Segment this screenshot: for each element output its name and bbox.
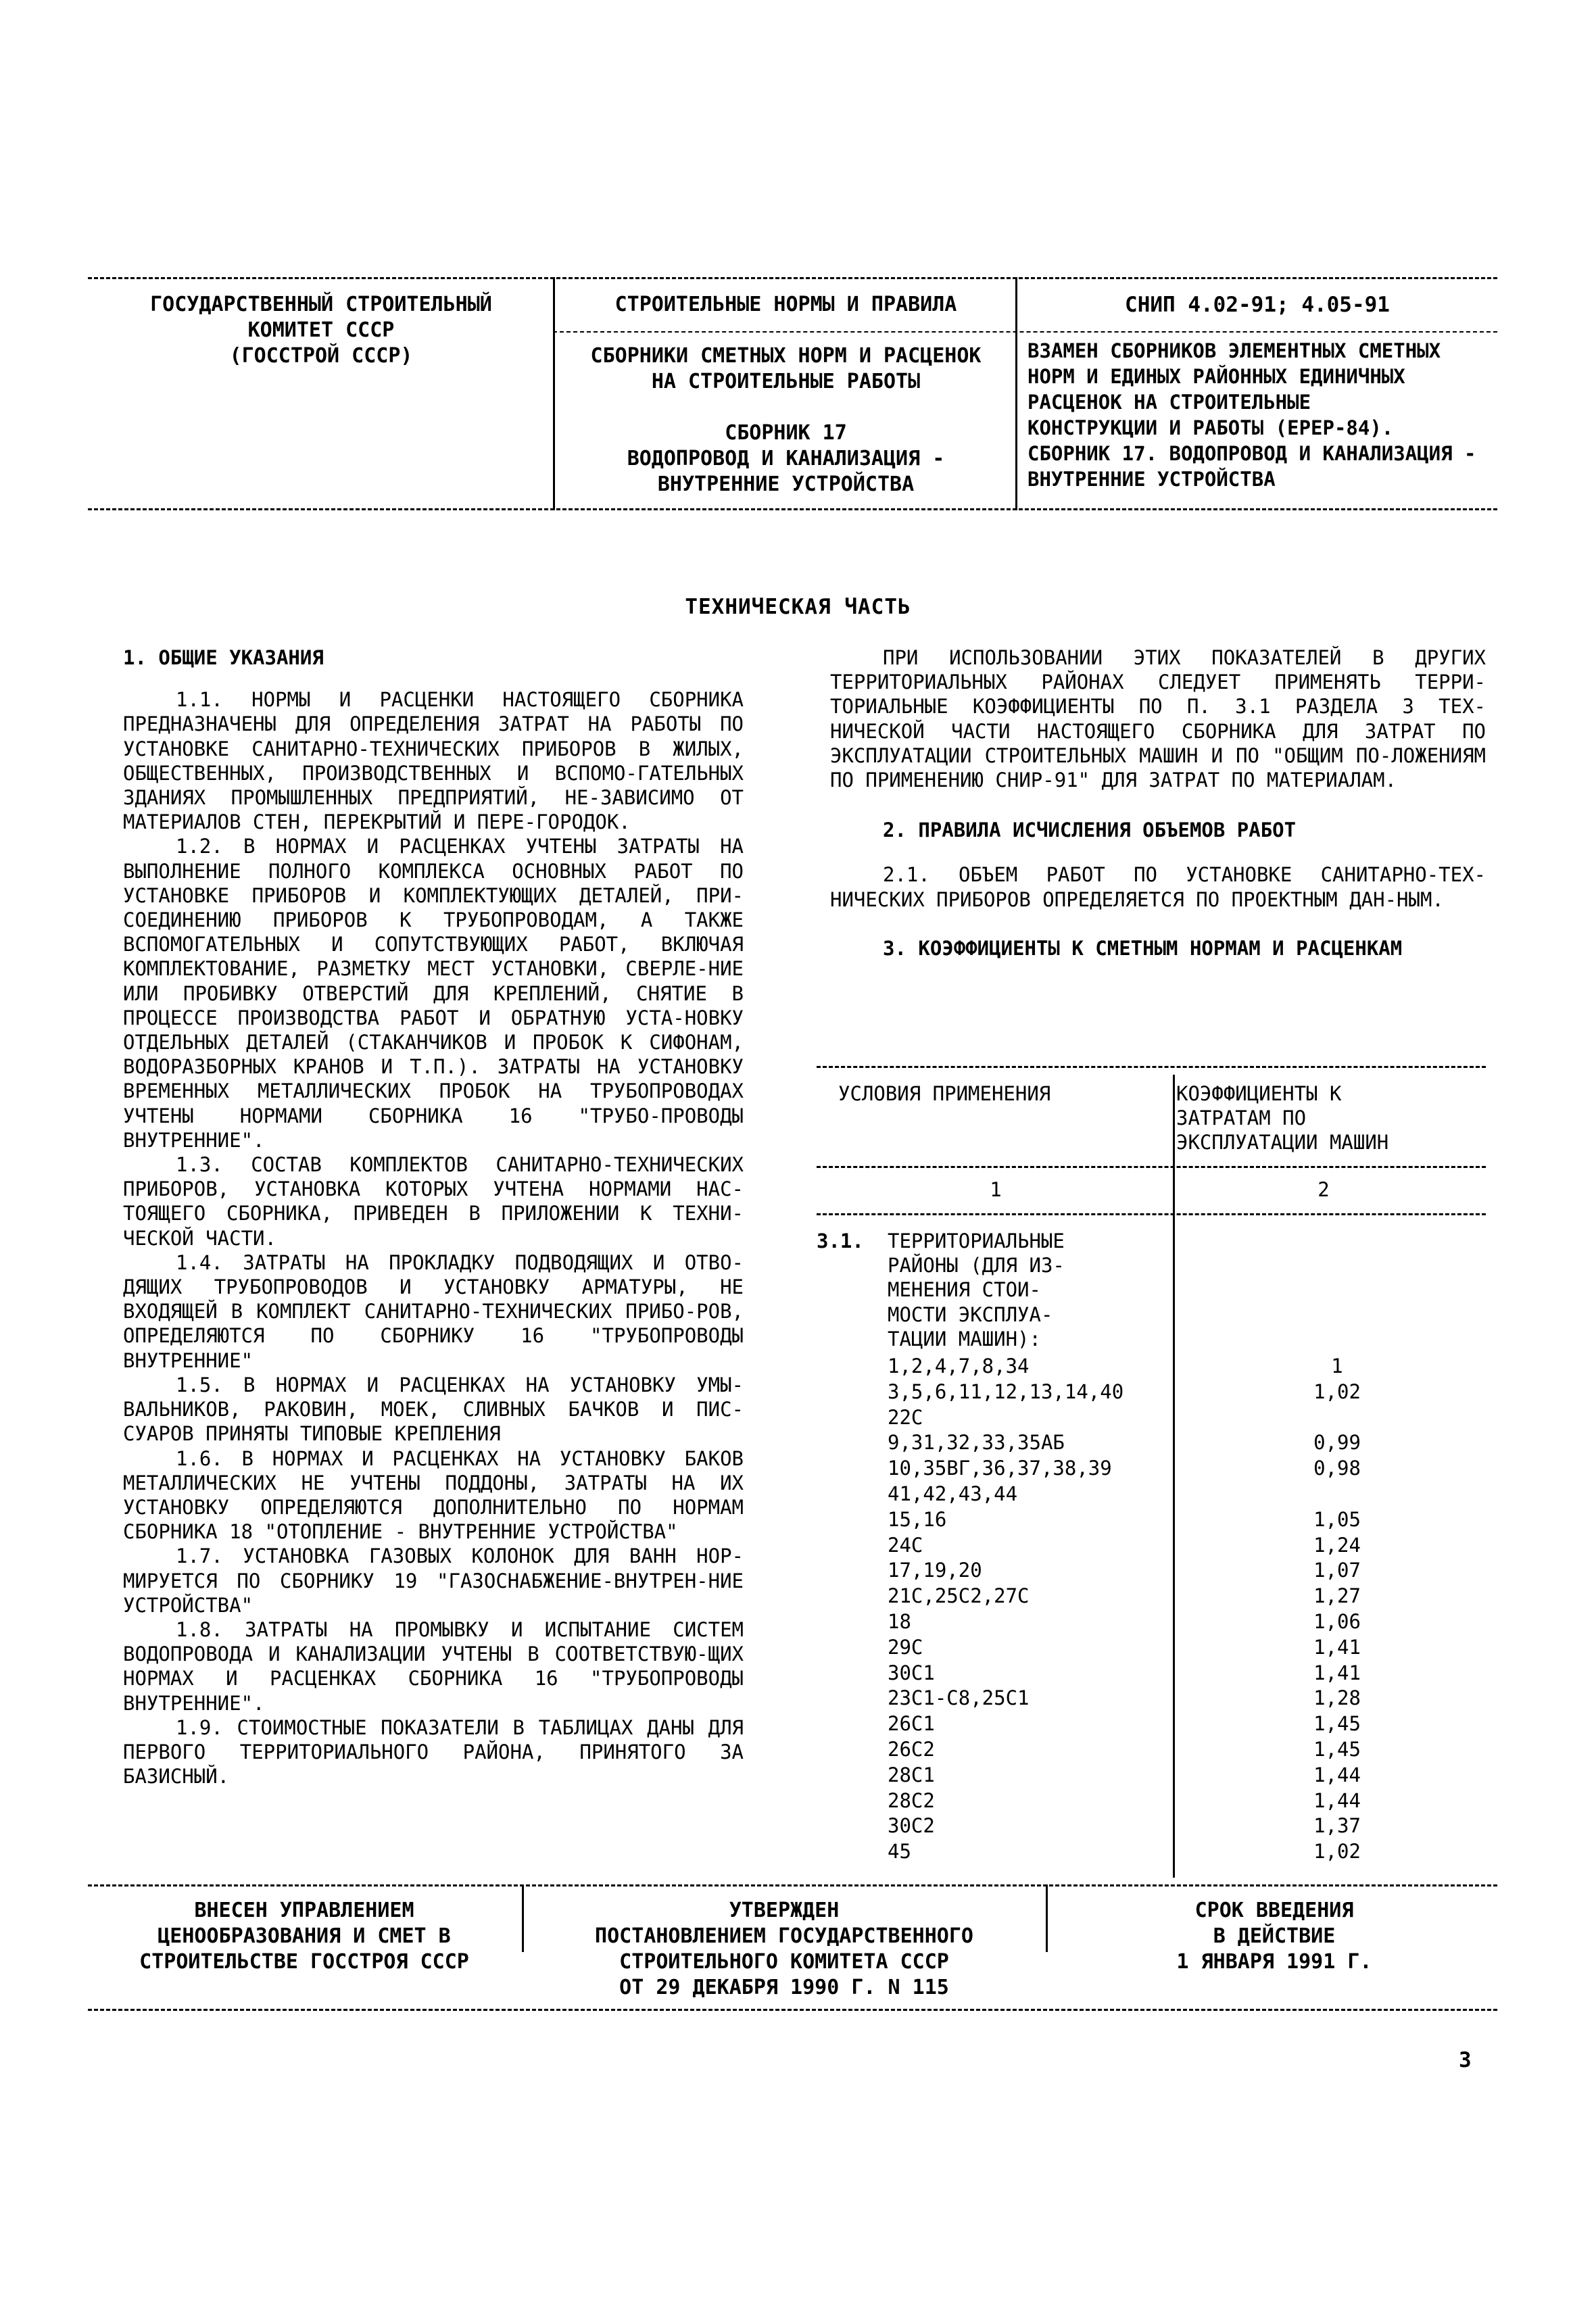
table-row [817,1354,1486,1378]
footer-left: ВНЕСЕН УПРАВЛЕНИЕМ ЦЕНООБРАЗОВАНИЯ И СМЕТ В СТРОИТЕЛЬСТВЕ ГОССТРОЯ СССР [139,1899,469,1974]
table-row [817,1430,1486,1455]
paragraph-intro: ПРИ ИСПОЛЬЗОВАНИИ ЭТИХ ПОКАЗАТЕЛЕЙ В ДРУГИХ ТЕРРИТОРИАЛЬНЫХ РАЙОНАХ СЛЕДУЕТ ПРИМЕНЯТЬ ТЕРРИ-ТОРИАЛЬНЫЕ КОЭФФИЦИЕНТЫ ПО П. 3.1 РАЗДЕЛА 3 ТЕХ-НИЧЕСКОЙ ЧАСТИ НАСТОЯЩЕГО СБОРНИКА ДЛЯ ЗАТРАТ ПО ЭКСПЛУАТАЦИИ СТРОИТЕЛЬНЫХ МАШИН И ПО "ОБЩИМ ПО-ЛОЖЕНИЯМ ПО ПРИМЕНЕНИЮ СНИР-91" ДЛЯ ЗАТРАТ ПО МАТЕРИАЛАМ. [830,646,1486,792]
table-cell-condition: 28С2 [888,1788,935,1812]
table-cell-condition: 10,35ВГ,36,37,38,39 [888,1457,1112,1480]
paragraph-1-6: 1.6. В НОРМАХ И РАСЦЕНКАХ НА УСТАНОВКУ БАКОВ МЕТАЛЛИЧЕСКИХ НЕ УЧТЕНЫ ПОДДОНЫ, ЗАТРАТЫ НА ИХ УСТАНОВКУ ОПРЕДЕЛЯЮТСЯ ДОПОЛНИТЕЛЬНО ПО НОРМАМ СБОРНИКА 18 "ОТОПЛЕНИЕ - ВНУТРЕННИЕ УСТРОЙСТВА" [123,1446,744,1544]
table-section-text: ТЕРРИТОРИАЛЬНЫЕ РАЙОНЫ (ДЛЯ ИЗ- МЕНЕНИЯ СТОИ- МОСТИ ЭКСПЛУА- ТАЦИИ МАШИН): [888,1229,1065,1350]
table-cell-coefficient: 1,41 [1313,1661,1361,1684]
paragraph-1-8: 1.8. ЗАТРАТЫ НА ПРОМЫВКУ И ИСПЫТАНИЕ СИСТЕМ ВОДОПРОВОДА И КАНАЛИЗАЦИИ УЧТЕНЫ В СООТВЕТСТВУЮ-ЩИХ НОРМАХ И РАСЦЕНКАХ СБОРНИКА 16 "ТРУБОПРОВОДЫ ВНУТРЕННИЕ". [123,1617,744,1715]
left-column [123,645,744,1788]
paragraph-1-9: 1.9. СТОИМОСТНЫЕ ПОКАЗАТЕЛИ В ТАБЛИЦАХ ДАНЫ ДЛЯ ПЕРВОГО ТЕРРИТОРИАЛЬНОГО РАЙОНА, ПРИНЯТОГО ЗА БАЗИСНЫЙ. [123,1715,744,1788]
table-cell-coefficient: 1,44 [1313,1763,1361,1786]
table-col2-header: КОЭФФИЦИЕНТЫ К ЗАТРАТАМ ПО ЭКСПЛУАТАЦИИ МАШИН [1176,1082,1389,1154]
header-middle-bottom: СБОРНИКИ СМЕТНЫХ НОРМ И РАСЦЕНОК НА СТРОИТЕЛЬНЫЕ РАБОТЫ СБОРНИК 17 ВОДОПРОВОД И КАНАЛИЗАЦИЯ - ВНУТРЕННИЕ УСТРОЙСТВА [590,344,982,496]
footer-right: СРОК ВВЕДЕНИЯ В ДЕЙСТВИЕ 1 ЯНВАРЯ 1991 Г. [1176,1899,1372,1974]
table-col2-number: 2 [1317,1178,1330,1201]
section-1-heading: 1. ОБЩИЕ УКАЗАНИЯ [123,646,324,669]
table-cell-condition: 3,5,6,11,12,13,14,40 [888,1380,1124,1403]
footer-divider-1 [522,1884,524,1952]
table-row [817,1788,1486,1813]
table-cell-coefficient: 1,02 [1313,1380,1361,1403]
table-cell-coefficient: 1,28 [1313,1686,1361,1710]
page-number: 3 [1459,2048,1472,2072]
table-row [817,1533,1486,1557]
table-cell-condition: 24С [888,1533,923,1557]
header-divider-2 [1015,277,1017,510]
table-row [817,1737,1486,1761]
table-cell-condition: 45 [888,1840,911,1863]
section-2-heading: 2. ПРАВИЛА ИСЧИСЛЕНИЯ ОБЪЕМОВ РАБОТ [883,819,1297,842]
section-3-heading: 3. КОЭФФИЦИЕНТЫ К СМЕТНЫМ НОРМАМ И РАСЦЕНКАМ [883,936,1403,960]
table-cell-coefficient: 1,02 [1313,1840,1361,1863]
table-cell-condition: 26С1 [888,1712,935,1736]
table-cell-condition: 21С,25С2,27С [888,1584,1030,1608]
table-cell-coefficient: 1,45 [1313,1738,1361,1761]
paragraph-1-5: 1.5. В НОРМАХ И РАСЦЕНКАХ НА УСТАНОВКУ УМЫ-ВАЛЬНИКОВ, РАКОВИН, МОЕК, СЛИВНЫХ БАЧКОВ И ПИС-СУАРОВ ПРИНЯТЫ ТИПОВЫЕ КРЕПЛЕНИЯ [123,1373,744,1446]
table-row [817,1482,1486,1506]
paragraph-1-1: 1.1. НОРМЫ И РАСЦЕНКИ НАСТОЯЩЕГО СБОРНИКА ПРЕДНАЗНАЧЕНЫ ДЛЯ ОПРЕДЕЛЕНИЯ ЗАТРАТ НА РАБОТЫ ПО УСТАНОВКЕ САНИТАРНО-ТЕХНИЧЕСКИХ ПРИБОРОВ В ЖИЛЫХ, ОБЩЕСТВЕННЫХ, ПРОИЗВОДСТВЕННЫХ И ВСПОМО-ГАТЕЛЬНЫХ ЗДАНИЯХ ПРОМЫШЛЕННЫХ ПРЕДПРИЯТИЙ, НЕ-ЗАВИСИМО ОТ МАТЕРИАЛОВ СТЕН, ПЕРЕКРЫТИЙ И ПЕРЕ-ГОРОДОК. [123,688,744,834]
table-cell-coefficient: 1,06 [1313,1610,1361,1633]
table-cell-condition: 30С2 [888,1814,935,1838]
paragraph-1-3: 1.3. СОСТАВ КОМПЛЕКТОВ САНИТАРНО-ТЕХНИЧЕСКИХ ПРИБОРОВ, УСТАНОВКА КОТОРЫХ УЧТЕНА НОРМАМИ НАС-ТОЯЩЕГО СБОРНИКА, ПРИВЕДЕН В ПРИЛОЖЕНИИ К ТЕХНИ-ЧЕСКОЙ ЧАСТИ. [123,1153,744,1250]
table-row [817,1584,1486,1608]
table-row [817,1763,1486,1787]
table-header-rule [817,1166,1486,1168]
header-bottom-rule [88,508,1497,510]
table-number-rule [817,1213,1486,1215]
table-cell-coefficient: 1,07 [1313,1559,1361,1582]
table-row [817,1405,1486,1430]
table-cell-coefficient: 1,27 [1313,1584,1361,1608]
header-right-bottom: ВЗАМЕН СБОРНИКОВ ЭЛЕМЕНТНЫХ СМЕТНЫХ НОРМ И ЕДИНЫХ РАЙОННЫХ ЕДИНИЧНЫХ РАСЦЕНОК НА СТРОИТЕЛЬНЫЕ КОНСТРУКЦИИ И РАБОТЫ (ЕРЕР-84). СБОРНИК 17. ВОДОПРОВОД И КАНАЛИЗАЦИЯ - ВНУТРЕННИЕ УСТРОЙСТВА [1027,339,1476,491]
table-cell-condition: 22С [888,1405,923,1429]
table-cell-coefficient: 1,41 [1313,1635,1361,1659]
table-col1-header: УСЛОВИЯ ПРИМЕНЕНИЯ [838,1082,1051,1105]
footer-middle: УТВЕРЖДЕН ПОСТАНОВЛЕНИЕМ ГОСУДАРСТВЕННОГО СТРОИТЕЛЬНОГО КОМИТЕТА СССР ОТ 29 ДЕКАБРЯ 1990 Г. N 115 [595,1899,973,1999]
table-cell-coefficient: 1,05 [1313,1507,1361,1531]
paragraph-1-7: 1.7. УСТАНОВКА ГАЗОВЫХ КОЛОНОК ДЛЯ ВАНН НОР-МИРУЕТСЯ ПО СБОРНИКУ 19 "ГАЗОСНАБЖЕНИЕ-ВНУТРЕН-НИЕ УСТРОЙСТВА" [123,1544,744,1617]
table-cell-condition: 41,42,43,44 [888,1482,1018,1505]
table-row [817,1813,1486,1838]
table-row [817,1609,1486,1634]
table-row [817,1380,1486,1404]
table-cell-condition: 26С2 [888,1738,935,1761]
paragraph-1-4: 1.4. ЗАТРАТЫ НА ПРОКЛАДКУ ПОДВОДЯЩИХ И ОТВО-ДЯЩИХ ТРУБОПРОВОДОВ И УСТАНОВКУ АРМАТУРЫ, НЕ ВХОДЯЩЕЙ В КОМПЛЕКТ САНИТАРНО-ТЕХНИЧЕСКИХ ПРИБО-РОВ, ОПРЕДЕЛЯЮТСЯ ПО СБОРНИКУ 16 "ТРУБОПРОВОДЫ ВНУТРЕННИЕ" [123,1250,744,1372]
table-row [817,1686,1486,1710]
paragraph-2-1: 2.1. ОБЪЕМ РАБОТ ПО УСТАНОВКЕ САНИТАРНО-ТЕХ-НИЧЕСКИХ ПРИБОРОВ ОПРЕДЕЛЯЕТСЯ ПО ПРОЕКТНЫМ ДАН-НЫМ. [830,863,1486,911]
table-cell-coefficient: 1,45 [1313,1712,1361,1736]
table-cell-coefficient: 0,99 [1313,1431,1361,1455]
table-row [817,1558,1486,1582]
table-cell-condition: 9,31,32,33,35АБ [888,1431,1065,1455]
table-cell-coefficient: 1,24 [1313,1533,1361,1557]
table-row [817,1507,1486,1532]
table-row [817,1839,1486,1863]
header-divider-1 [553,277,555,510]
table-cell-condition: 15,16 [888,1507,947,1531]
table-cell-condition: 30С1 [888,1661,935,1684]
paragraph-1-2: 1.2. В НОРМАХ И РАСЦЕНКАХ УЧТЕНЫ ЗАТРАТЫ НА ВЫПОЛНЕНИЕ ПОЛНОГО КОМПЛЕКСА ОСНОВНЫХ РАБОТ ПО УСТАНОВКЕ ПРИБОРОВ И КОМПЛЕКТУЮЩИХ ДЕТАЛЕЙ, ПРИ-СОЕДИНЕНИЮ ПРИБОРОВ К ТРУБОПРОВОДАМ, А ТАКЖЕ ВСПОМОГАТЕЛЬНЫХ И СОПУТСТВУЮЩИХ РАБОТ, ВКЛЮЧАЯ КОМПЛЕКТОВАНИЕ, РАЗМЕТКУ МЕСТ УСТАНОВКИ, СВЕРЛЕ-НИЕ ИЛИ ПРОБИВКУ ОТВЕРСТИЙ ДЛЯ КРЕПЛЕНИЙ, СНЯТИЕ В ПРОЦЕССЕ ПРОИЗВОДСТВА РАБОТ И ОБРАТНУЮ УСТА-НОВКУ ОТДЕЛЬНЫХ ДЕТАЛЕЙ (СТАКАНЧИКОВ И ПРОБОК К СИФОНАМ, ВОДОРАЗБОРНЫХ КРАНОВ И Т.П.). ЗАТРАТЫ НА УСТАНОВКУ ВРЕМЕННЫХ МЕТАЛЛИЧЕСКИХ ПРОБОК НА ТРУБОПРОВОДАХ УЧТЕНЫ НОРМАМИ СБОРНИКА 16 "ТРУБО-ПРОВОДЫ ВНУТРЕННИЕ". [123,835,744,1152]
table-cell-coefficient: 1 [1331,1355,1343,1378]
table-cell-condition: 23С1-С8,25С1 [888,1686,1030,1710]
table-cell-coefficient: 1,37 [1313,1814,1361,1838]
header-top-rule [88,277,1497,279]
table-cell-condition: 1,2,4,7,8,34 [888,1355,1030,1378]
table-cell-condition: 29С [888,1635,923,1659]
header-right-top: СНИП 4.02-91; 4.05-91 [1125,293,1390,317]
table-cell-condition: 18 [888,1610,911,1633]
page-title: ТЕХНИЧЕСКАЯ ЧАСТЬ [685,595,911,619]
table-row [817,1661,1486,1685]
header-left: ГОСУДАРСТВЕННЫЙ СТРОИТЕЛЬНЫЙ КОМИТЕТ СССР (ГОССТРОЙ СССР) [150,293,492,368]
table-section-label: 3.1. [817,1229,864,1252]
header-middle-rule [553,331,1497,333]
table-row [817,1635,1486,1659]
table-row [817,1456,1486,1480]
footer-divider-2 [1046,1884,1048,1952]
header-middle-top: СТРОИТЕЛЬНЫЕ НОРМЫ И ПРАВИЛА [614,293,957,316]
table-cell-coefficient: 1,44 [1313,1788,1361,1812]
table-col1-number: 1 [990,1178,1002,1201]
table-row [817,1711,1486,1736]
table-cell-condition: 28С1 [888,1763,935,1786]
footer-bottom-rule [88,2009,1497,2011]
right-column [830,645,1486,960]
table-cell-coefficient: 0,98 [1313,1457,1361,1480]
table-cell-condition: 17,19,20 [888,1559,982,1582]
footer-top-rule [88,1884,1497,1886]
table-top-rule [817,1066,1486,1068]
